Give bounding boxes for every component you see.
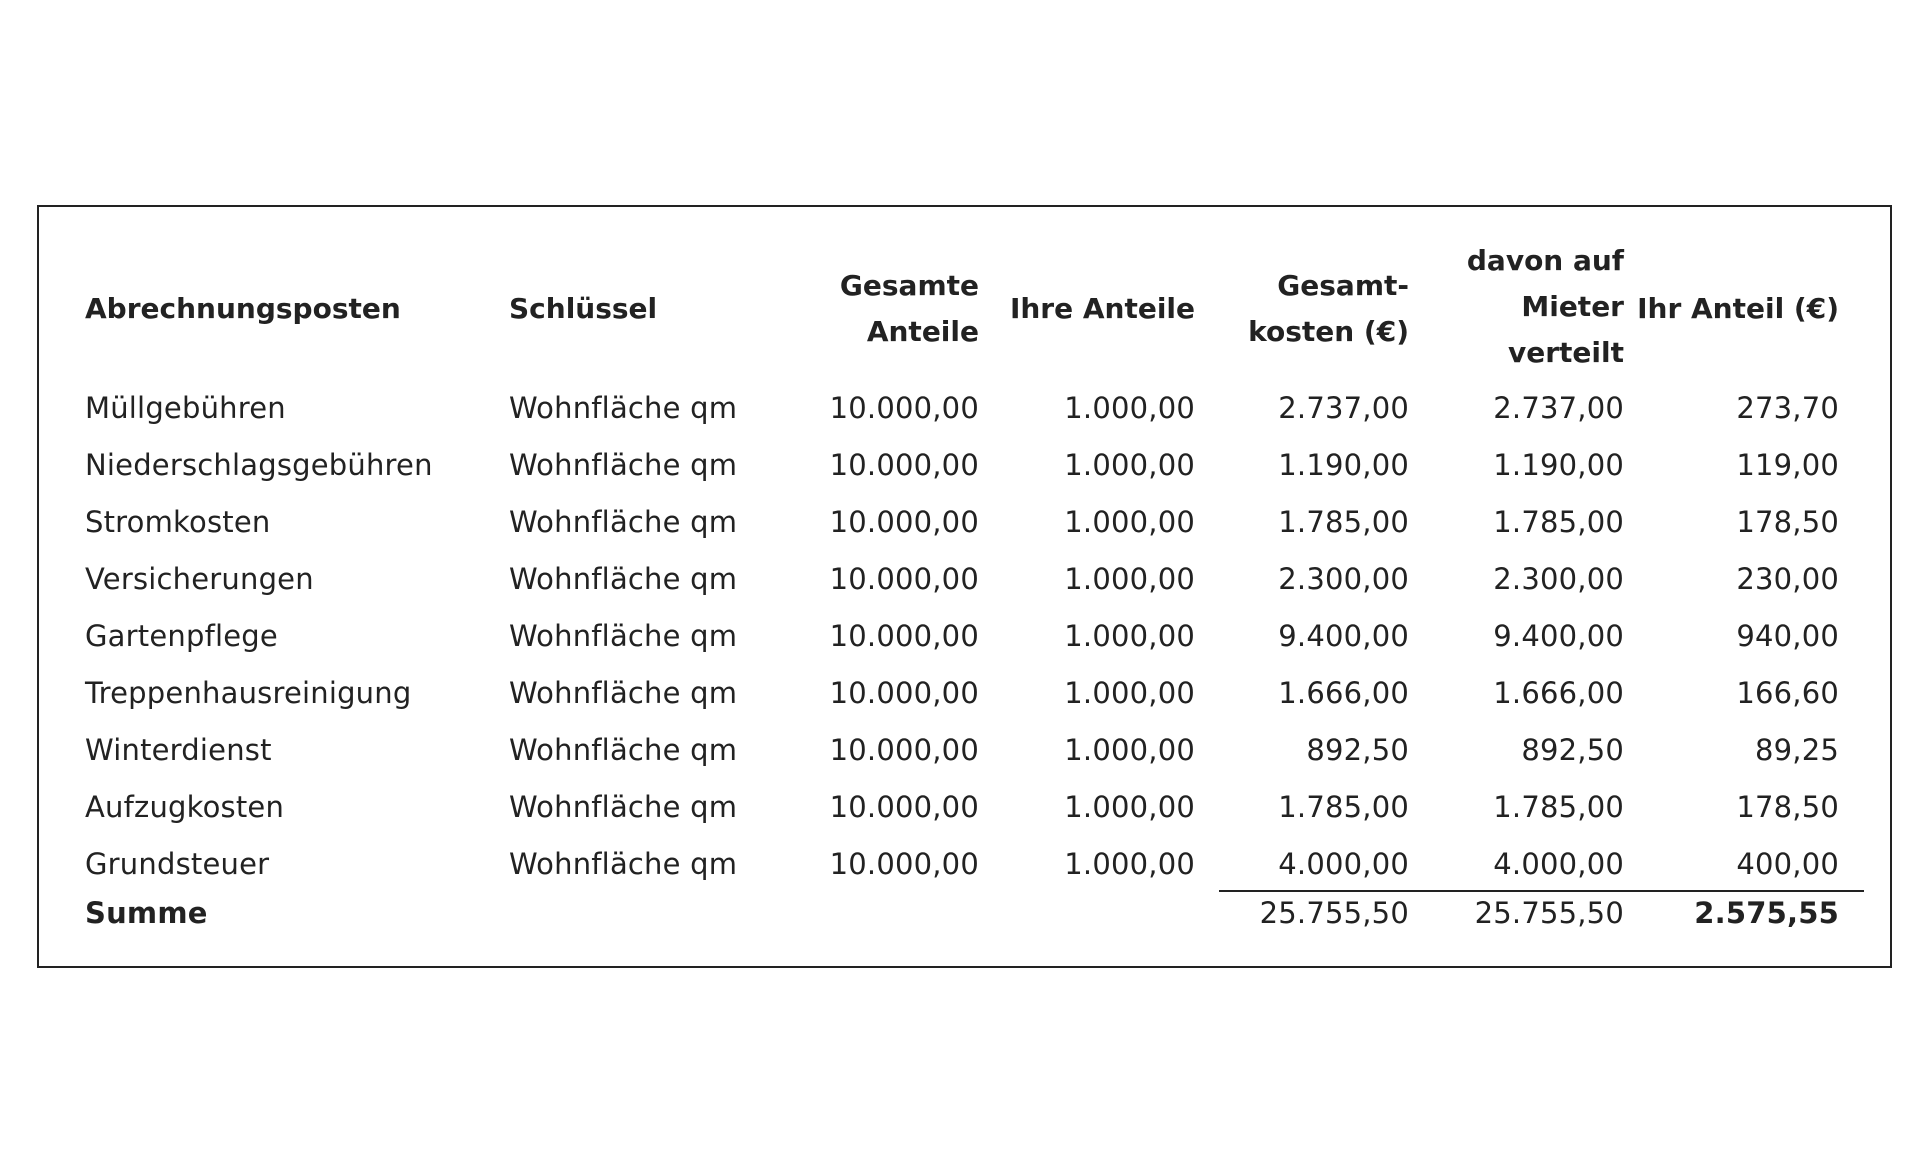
cell-gesamtkosten: 1.666,00 bbox=[1278, 676, 1409, 710]
header-gesamte-anteile bbox=[840, 263, 979, 355]
cell-ihr-anteil: 178,50 bbox=[1736, 790, 1839, 824]
cell-ihr-anteil: 230,00 bbox=[1736, 562, 1839, 596]
cell-davon-mieter: 9.400,00 bbox=[1493, 619, 1624, 653]
cell-gesamtkosten: 1.785,00 bbox=[1278, 505, 1409, 539]
cell-davon-mieter: 1.190,00 bbox=[1493, 448, 1624, 482]
header-ihr-anteil: Ihr Anteil (€) bbox=[1637, 292, 1839, 325]
header-abrechnungsposten: Abrechnungsposten bbox=[85, 292, 401, 325]
cell-schluessel: Wohnfläche qm bbox=[509, 847, 738, 881]
cell-ihre-anteile: 1.000,00 bbox=[1064, 790, 1195, 824]
cell-ihre-anteile: 1.000,00 bbox=[1064, 619, 1195, 653]
cell-davon-mieter: 1.785,00 bbox=[1493, 790, 1624, 824]
cell-gesamtkosten: 9.400,00 bbox=[1278, 619, 1409, 653]
cell-ihr-anteil: 400,00 bbox=[1736, 847, 1839, 881]
cell-gesamtkosten: 4.000,00 bbox=[1278, 847, 1409, 881]
cell-posten: Grundsteuer bbox=[85, 847, 270, 881]
cell-gesamtkosten: 1.785,00 bbox=[1278, 790, 1409, 824]
header-ihre-anteile: Ihre Anteile bbox=[1009, 292, 1195, 325]
header-gesamte-anteile-line-1: Gesamte bbox=[839, 269, 979, 302]
cell-ihre-anteile: 1.000,00 bbox=[1064, 847, 1195, 881]
cell-davon-mieter: 1.666,00 bbox=[1493, 676, 1624, 710]
summe-ihr-anteil: 2.575,55 bbox=[1694, 896, 1839, 930]
cell-gesamte-anteile: 10.000,00 bbox=[829, 676, 979, 710]
cell-schluessel: Wohnfläche qm bbox=[509, 391, 738, 425]
cell-schluessel: Wohnfläche qm bbox=[509, 448, 738, 482]
header-davon-mieter-line-1: davon auf bbox=[1466, 244, 1624, 277]
cell-posten: Versicherungen bbox=[85, 562, 314, 596]
cell-schluessel: Wohnfläche qm bbox=[509, 619, 738, 653]
header-gesamte-anteile-line-2: Anteile bbox=[866, 315, 979, 348]
cell-schluessel: Wohnfläche qm bbox=[509, 562, 738, 596]
header-gesamtkosten-line-1: Gesamt- bbox=[1277, 269, 1409, 302]
cell-gesamte-anteile: 10.000,00 bbox=[829, 847, 979, 881]
cell-posten: Aufzugkosten bbox=[85, 790, 285, 824]
cell-gesamte-anteile: 10.000,00 bbox=[829, 733, 979, 767]
cell-schluessel: Wohnfläche qm bbox=[509, 733, 738, 767]
cell-davon-mieter: 892,50 bbox=[1521, 733, 1624, 767]
cell-posten: Winterdienst bbox=[85, 733, 272, 767]
cell-gesamte-anteile: 10.000,00 bbox=[829, 505, 979, 539]
header-gesamtkosten-line-2: kosten (€) bbox=[1248, 315, 1409, 348]
header-davon-mieter-line-3: verteilt bbox=[1507, 336, 1624, 369]
cell-schluessel: Wohnfläche qm bbox=[509, 505, 738, 539]
header-davon-mieter-line-2: Mieter bbox=[1521, 290, 1624, 323]
cell-gesamtkosten: 2.737,00 bbox=[1278, 391, 1409, 425]
cell-posten: Gartenpflege bbox=[85, 619, 278, 653]
cell-schluessel: Wohnfläche qm bbox=[509, 790, 738, 824]
summe-label: Summe bbox=[85, 896, 208, 930]
cell-gesamte-anteile: 10.000,00 bbox=[829, 619, 979, 653]
cell-gesamte-anteile: 10.000,00 bbox=[829, 562, 979, 596]
cell-gesamte-anteile: 10.000,00 bbox=[829, 391, 979, 425]
cell-ihr-anteil: 178,50 bbox=[1736, 505, 1839, 539]
cell-davon-mieter: 1.785,00 bbox=[1493, 505, 1624, 539]
cell-ihre-anteile: 1.000,00 bbox=[1064, 505, 1195, 539]
cell-ihre-anteile: 1.000,00 bbox=[1064, 562, 1195, 596]
cost-statement-table bbox=[37, 205, 1892, 968]
cell-ihre-anteile: 1.000,00 bbox=[1064, 448, 1195, 482]
header-schluessel: Schlüssel bbox=[509, 292, 658, 325]
cell-gesamtkosten: 2.300,00 bbox=[1278, 562, 1409, 596]
cell-davon-mieter: 2.300,00 bbox=[1493, 562, 1624, 596]
cell-posten: Treppenhausreinigung bbox=[85, 676, 412, 710]
cell-gesamtkosten: 892,50 bbox=[1306, 733, 1409, 767]
cell-ihr-anteil: 89,25 bbox=[1754, 733, 1839, 767]
cell-posten: Müllgebühren bbox=[85, 391, 286, 425]
cell-ihr-anteil: 166,60 bbox=[1736, 676, 1839, 710]
cell-posten: Niederschlagsgebühren bbox=[85, 448, 433, 482]
cell-gesamte-anteile: 10.000,00 bbox=[829, 448, 979, 482]
header-gesamtkosten bbox=[1248, 263, 1409, 355]
cell-ihr-anteil: 273,70 bbox=[1736, 391, 1839, 425]
cell-ihre-anteile: 1.000,00 bbox=[1064, 391, 1195, 425]
summe-gesamtkosten: 25.755,50 bbox=[1259, 896, 1409, 930]
header-davon-mieter bbox=[1467, 238, 1624, 376]
cell-gesamte-anteile: 10.000,00 bbox=[829, 790, 979, 824]
cell-gesamtkosten: 1.190,00 bbox=[1278, 448, 1409, 482]
summe-davon-mieter: 25.755,50 bbox=[1474, 896, 1624, 930]
cell-ihre-anteile: 1.000,00 bbox=[1064, 676, 1195, 710]
cell-davon-mieter: 4.000,00 bbox=[1493, 847, 1624, 881]
cell-davon-mieter: 2.737,00 bbox=[1493, 391, 1624, 425]
cell-ihr-anteil: 940,00 bbox=[1736, 619, 1839, 653]
cell-schluessel: Wohnfläche qm bbox=[509, 676, 738, 710]
cell-ihr-anteil: 119,00 bbox=[1736, 448, 1839, 482]
cell-posten: Stromkosten bbox=[85, 505, 271, 539]
cell-ihre-anteile: 1.000,00 bbox=[1064, 733, 1195, 767]
